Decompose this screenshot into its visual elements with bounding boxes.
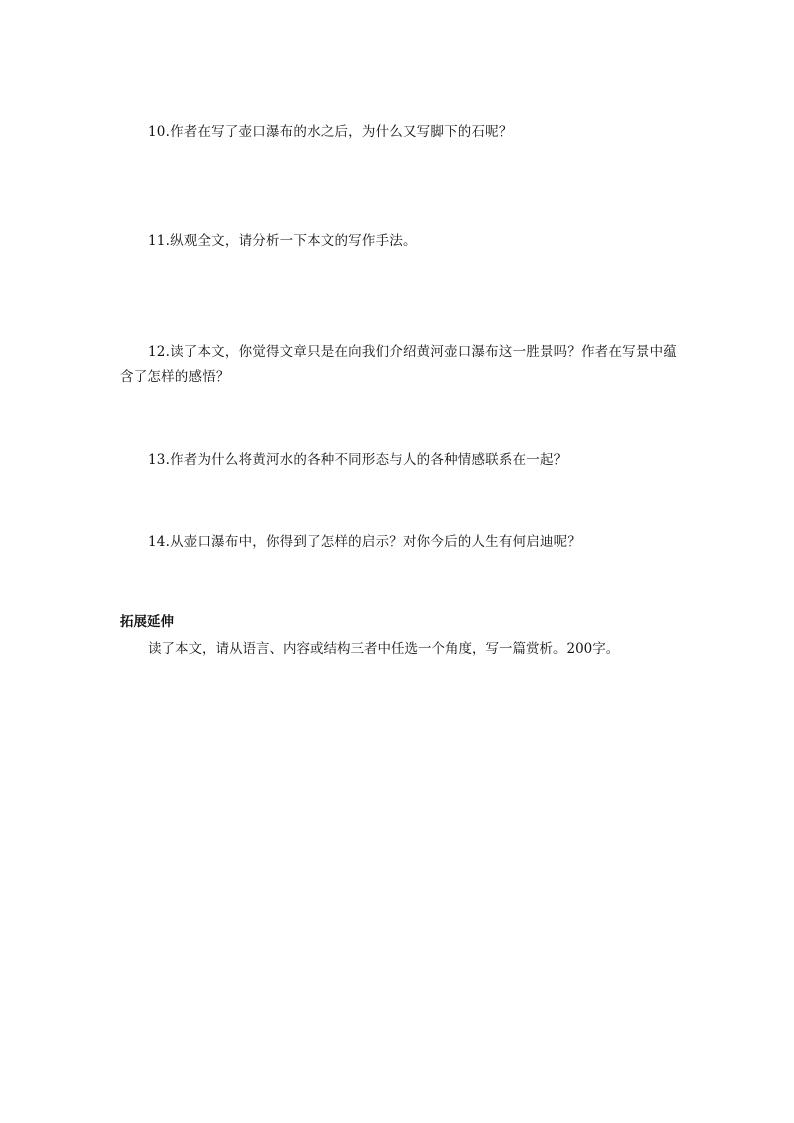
- question-11: 11.纵观全文，请分析一下本文的写作手法。: [148, 233, 417, 249]
- question-12: 12.读了本文，你觉得文章只是在向我们介绍黄河壶口瀑布这一胜景吗？作者在写景中蕴含了怎样的感悟？: [120, 344, 677, 385]
- question-13: 13.作者为什么将黄河水的各种不同形态与人的各种情感联系在一起？: [148, 452, 568, 468]
- question-10: 10.作者在写了壶口瀑布的水之后，为什么又写脚下的石呢？: [148, 124, 513, 140]
- extension-heading: 拓展延伸: [120, 614, 174, 630]
- extension-prompt: 读了本文，请从语言、内容或结构三者中任选一个角度，写一篇赏析。200字。: [148, 641, 620, 657]
- question-14: 14.从壶口瀑布中，你得到了怎样的启示？对你今后的人生有何启迪呢？: [148, 534, 582, 550]
